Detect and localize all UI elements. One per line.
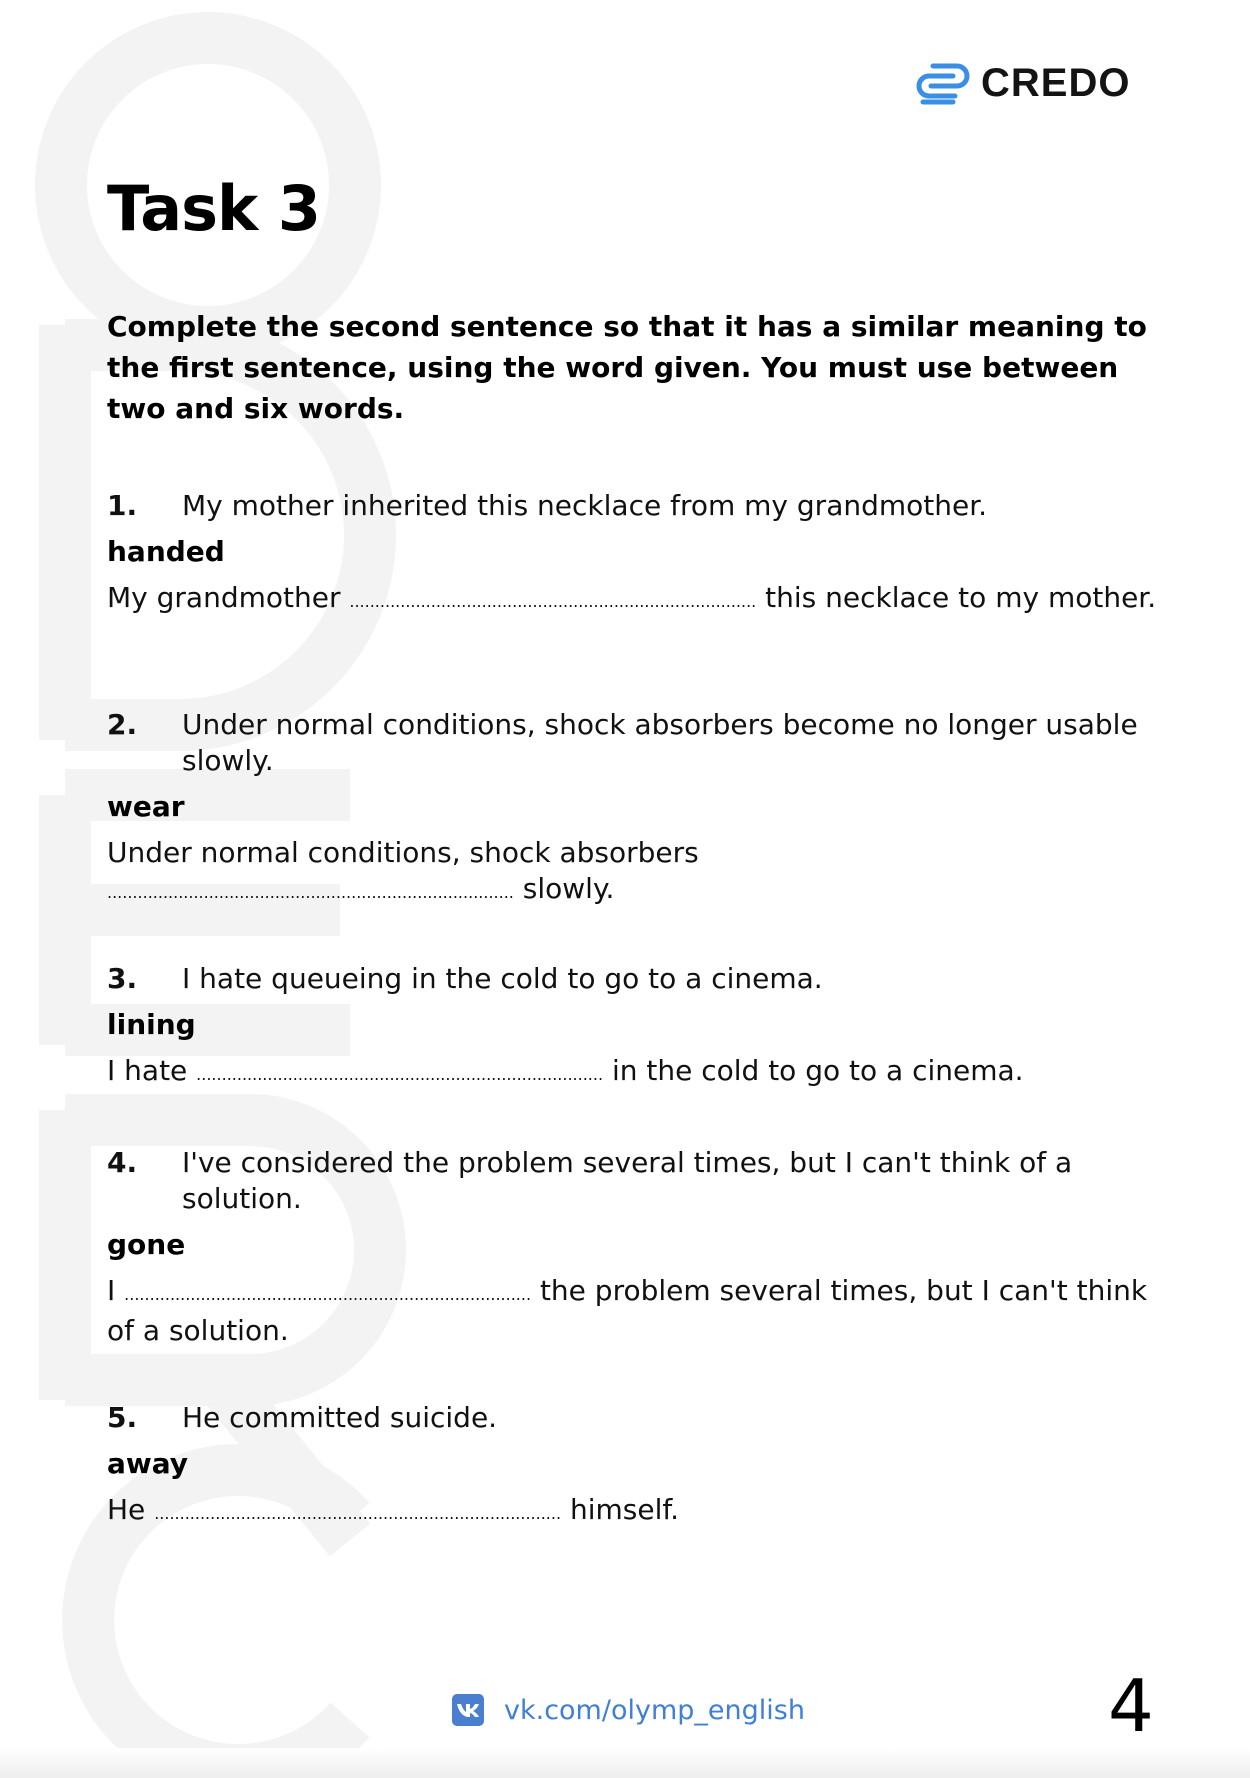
bottom-edge	[0, 1748, 1250, 1778]
question-number: 5.	[107, 1401, 138, 1434]
answer-start: I hate	[107, 1054, 197, 1087]
answer-sentence	[107, 1492, 1157, 1532]
answer-end: this necklace to my mother.	[756, 581, 1157, 614]
answer-end: the problem several times, but I can't think of a solution.	[107, 1274, 1148, 1347]
question-sentence: He committed suicide.	[182, 1401, 498, 1434]
answer-blank[interactable]: ................................................................................	[349, 592, 757, 611]
question-sentence: I hate queueing in the cold to go to a cinema.	[182, 962, 823, 995]
key-word: away	[107, 1447, 189, 1480]
answer-blank[interactable]: ................................................................................	[107, 883, 514, 902]
answer-sentence	[107, 580, 1157, 620]
answer-end: in the cold to go to a cinema.	[603, 1054, 1024, 1087]
credo-logo	[915, 60, 1130, 106]
vk-icon	[452, 1694, 484, 1726]
page-number: 4	[1108, 1664, 1154, 1748]
answer-end: himself.	[561, 1493, 680, 1526]
page-title: Task 3	[107, 172, 320, 245]
vk-link[interactable]	[452, 1694, 805, 1726]
question-item	[107, 707, 1157, 911]
footer-link-text[interactable]: vk.com/olymp_english	[504, 1694, 805, 1726]
question-sentence: Under normal conditions, shock absorbers become no longer usable slowly.	[182, 708, 1138, 777]
answer-blank[interactable]: ................................................................................	[124, 1285, 532, 1304]
answer-start: My grandmother	[107, 581, 350, 614]
question-item	[107, 1400, 1157, 1532]
key-word: gone	[107, 1228, 186, 1261]
question-item	[107, 1145, 1157, 1349]
question-sentence: I've considered the problem several times, but I can't think of a solution.	[182, 1146, 1073, 1215]
logo-text: CREDO	[981, 60, 1131, 105]
answer-sentence	[107, 835, 1157, 911]
answer-start: He	[107, 1493, 155, 1526]
question-item	[107, 961, 1157, 1093]
answer-start: Under normal conditions, shock absorbers	[107, 836, 699, 869]
answer-blank[interactable]: ................................................................................	[154, 1504, 562, 1523]
question-sentence: My mother inherited this necklace from my grandmother.	[182, 489, 988, 522]
answer-end: slowly.	[513, 872, 615, 905]
credo-logo-icon	[915, 60, 971, 106]
question-number: 1.	[107, 489, 138, 522]
answer-sentence	[107, 1273, 1157, 1349]
key-word: lining	[107, 1008, 196, 1041]
question-number: 4.	[107, 1146, 138, 1179]
instructions: Complete the second sentence so that it has a similar meaning to the first sentence, using the word given. You must use between two and six words.	[107, 310, 1147, 425]
answer-start: I	[107, 1274, 125, 1307]
question-number: 2.	[107, 708, 138, 741]
question-number: 3.	[107, 962, 138, 995]
key-word: wear	[107, 790, 185, 823]
question-item	[107, 488, 1157, 620]
answer-sentence	[107, 1053, 1157, 1093]
answer-blank[interactable]: ................................................................................	[196, 1065, 604, 1084]
key-word: handed	[107, 535, 225, 568]
